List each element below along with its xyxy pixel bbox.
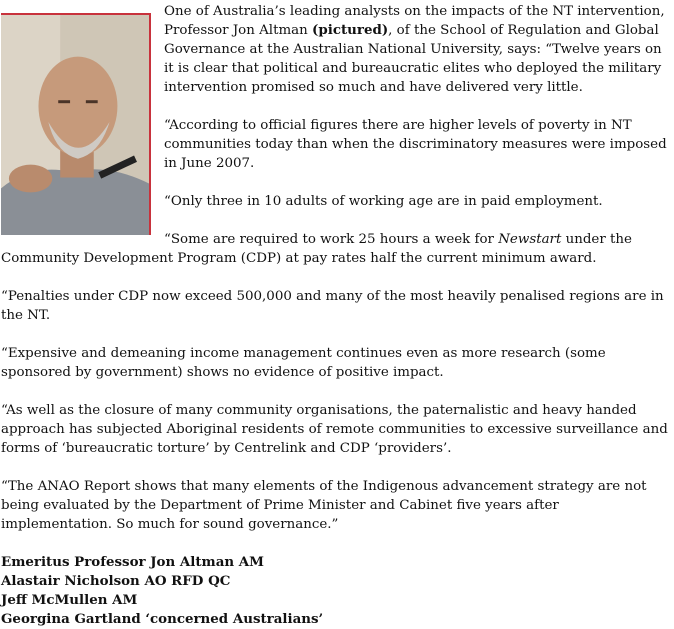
- newstart-term: Newstart: [498, 232, 562, 247]
- letter-article: [1, 2, 669, 629]
- intro-text-cont: , of the School of Regulation and Global Governance at the Australian National University, says: “Twelve years on it is clear that political and bureaucratic elites who deployed the military intervention promised so much and have delivered very little.: [164, 23, 662, 95]
- paragraph: “Penalties under CDP now exceed 500,000 and many of the most heavily penalised regions are in the NT.: [1, 289, 664, 323]
- newstart-paragraph: [1, 230, 669, 268]
- portrait-photo: [1, 13, 151, 235]
- paragraph: “As well as the closure of many community organisations, the paternalistic and heavy handed approach has subjected Aboriginal residents of remote communities to excessive surveillance and forms of ‘bureaucratic torture’ by Centrelink and CDP ‘providers’.: [1, 403, 668, 456]
- intro-text: One of Australia’s leading analysts on the impacts of the NT intervention, Professor Jon Altman: [164, 4, 665, 38]
- newstart-text: “Some are required to work 25 hours a week for: [164, 232, 499, 247]
- paragraph: “Expensive and demeaning income management continues even as more research (some sponsored by government) shows no evidence of positive impact.: [1, 346, 606, 380]
- signatory: Alastair Nicholson AO RFD QC: [1, 573, 231, 589]
- paragraph: “The ANAO Report shows that many elements of the Indigenous advancement strategy are not being evaluated by the Department of Prime Minister and Cabinet five years after implementation. So much for sound governance.”: [1, 479, 647, 532]
- paragraph: “According to official figures there are higher levels of poverty in NT communities today than when the discriminatory measures were imposed in June 2007.: [164, 118, 667, 171]
- signatory: Jeff McMullen AM: [1, 592, 138, 608]
- paragraph: “Only three in 10 adults of working age are in paid employment.: [164, 194, 603, 209]
- pictured-note: (pictured): [312, 22, 389, 38]
- signatories: [1, 553, 669, 629]
- signatory: Emeritus Professor Jon Altman AM: [1, 554, 265, 570]
- signatory: Georgina Gartland ‘concerned Australians’: [1, 611, 324, 627]
- newstart-text-cont: under the Community Development Program (CDP) at pay rates half the current minimum award.: [1, 232, 632, 266]
- portrait-illustration: [1, 15, 149, 235]
